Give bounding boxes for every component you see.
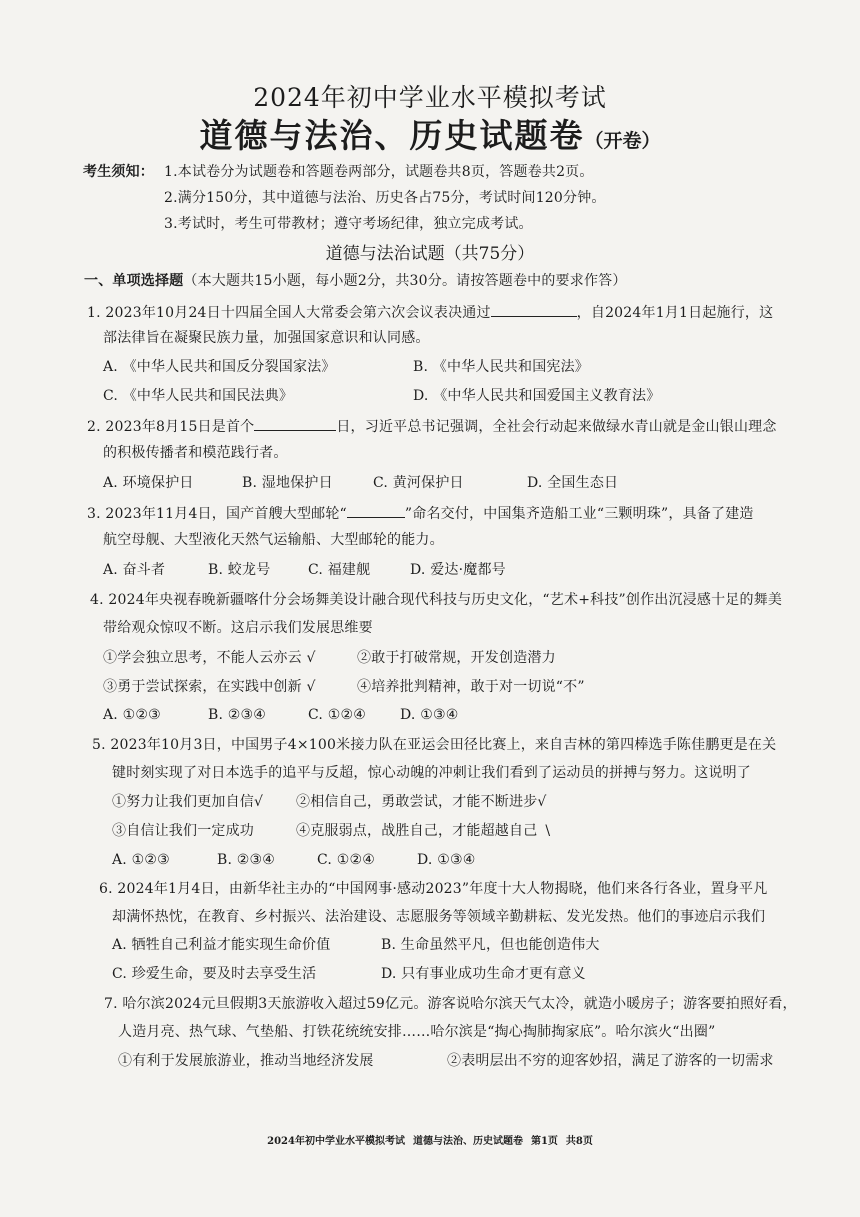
question-7-stem: 7. 哈尔滨2024元旦假期3天旅游收入超过59亿元。游客说哈尔滨天气太冷，就造小暖房子；游客要拍照好看，	[104, 996, 797, 1012]
q6-option-a: A. 牺牲自己利益才能实现生命价值	[112, 937, 331, 953]
q3-stem-part: 3. 2023年11月4日，国产首艘大型邮轮“	[87, 506, 347, 522]
question-1-stem	[87, 302, 773, 322]
handwritten-check-mark: √	[306, 650, 316, 666]
answer-blank	[347, 503, 405, 518]
q4-option-a: A. ①②③	[103, 707, 161, 723]
q2-option-d: D. 全国生态日	[527, 475, 619, 491]
q3-option-c: C. 福建舰	[308, 562, 371, 578]
question-2-stem	[87, 416, 777, 436]
handwritten-mark: \	[545, 823, 551, 839]
paper-title	[0, 116, 860, 161]
footer-paper: 道德与法治、历史试题卷	[412, 1136, 523, 1147]
q1-option-c: C. 《中华人民共和国民法典》	[103, 388, 294, 404]
part-instructions: （本大题共15小题，每小题2分，共30分。请按答题卷中的要求作答）	[183, 273, 627, 289]
q1-option-b: B. 《中华人民共和国宪法》	[413, 359, 589, 375]
q4-statement-2: ②敢于打破常规，开发创造潜力	[357, 650, 556, 666]
q1-stem-part: ，自2024年1月1日起施行，这	[576, 305, 774, 321]
q4-statement-1-text: ①学会独立思考，不能人云亦云	[103, 650, 302, 666]
answer-blank	[491, 302, 577, 317]
handwritten-check-mark: √	[254, 794, 264, 810]
q5-statement-4-text: ④克服弱点，战胜自己，才能超越自己	[296, 823, 538, 839]
question-6-stem-cont: 却满怀热忱，在教育、乡村振兴、法治建设、志愿服务等领域辛勤耕耘、发光发热。他们的事迹启示我们	[112, 909, 766, 925]
q5-statement-3: ③自信让我们一定成功	[112, 823, 254, 839]
question-5-stem-cont: 键时刻实现了对日本选手的追平与反超，惊心动魄的冲刺让我们看到了运动员的拼搏与努力。这说明了	[112, 765, 751, 781]
notice-item: 2.满分150分，其中道德与法治、历史各占75分，考试时间120分钟。	[164, 190, 606, 206]
q6-option-c: C. 珍爱生命，要及时去享受生活	[112, 966, 317, 982]
q7-statement-1: ①有利于发展旅游业，推动当地经济发展	[118, 1053, 374, 1069]
q4-option-d: D. ①③④	[400, 707, 459, 723]
question-7-stem-cont: 人造月亮、热气球、气垫船、打铁花统统安排……哈尔滨是“掏心掏肺掏家底”。哈尔滨火“出圈”	[118, 1024, 716, 1040]
q4-statement-4: ④培养批判精神，敢于对一切说“不”	[357, 679, 585, 695]
q4-statement-3	[103, 678, 316, 696]
notice-label: 考生须知：	[83, 164, 154, 180]
q5-statement-2	[296, 793, 547, 811]
q4-option-c: C. ①②④	[308, 707, 366, 723]
exam-title: 2024年初中学业水平模拟考试	[253, 83, 607, 112]
q5-statement-1	[112, 793, 263, 811]
q5-statement-2-text: ②相信自己，勇敢尝试，才能不断进步	[296, 794, 538, 810]
handwritten-check-mark: √	[306, 679, 316, 695]
page-footer	[0, 1136, 860, 1148]
q4-statement-1	[103, 649, 316, 667]
q7-statement-2: ②表明层出不穷的迎客妙招，满足了游客的一切需求	[447, 1053, 774, 1069]
q5-option-b: B. ②③④	[217, 852, 276, 868]
q2-option-c: C. 黄河保护日	[373, 475, 464, 491]
q5-statement-4	[296, 822, 550, 840]
q6-option-d: D. 只有事业成功生命才更有意义	[381, 966, 586, 982]
question-2-stem-cont: 的积极传播者和模范践行者。	[103, 445, 288, 461]
q3-option-d: D. 爱达·魔都号	[410, 562, 506, 578]
section-title: 道德与法治试题（共75分）	[325, 244, 535, 264]
q3-option-a: A. 奋斗者	[103, 562, 166, 578]
q3-stem-part: ”命名交付，中国集齐造船工业“三颗明珠”，具备了建造	[404, 506, 754, 522]
q1-stem-part: 1. 2023年10月24日十四届全国人大常委会第六次会议表决通过	[87, 305, 491, 321]
question-4-stem: 4. 2024年央视春晚新疆喀什分会场舞美设计融合现代科技与历史文化，“艺术+科技”创作出沉浸感十足的舞美	[90, 592, 783, 608]
handwritten-check-mark: √	[537, 794, 547, 810]
q6-option-b: B. 生命虽然平凡，但也能创造伟大	[381, 937, 600, 953]
part-heading	[84, 272, 627, 290]
question-5-stem: 5. 2023年10月3日，中国男子4×100米接力队在亚运会田径比赛上，来自吉林的第四棒选手陈佳鹏更是在关	[92, 737, 777, 753]
q5-option-d: D. ①③④	[417, 852, 476, 868]
q5-statement-1-text: ①努力让我们更加自信	[112, 794, 254, 810]
q5-option-c: C. ①②④	[317, 852, 375, 868]
footer-page-number: 第1页	[530, 1136, 558, 1147]
part-heading-label: 一、单项选择题	[84, 273, 184, 289]
notice-item: 1.本试卷分为试题卷和答题卷两部分，试题卷共8页，答题卷共2页。	[164, 164, 594, 180]
q1-option-d: D. 《中华人民共和国爱国主义教育法》	[413, 388, 661, 404]
notice-item: 3.考试时，考生可带教材；遵守考场纪律，独立完成考试。	[164, 216, 533, 232]
paper-title-text: 道德与法治、历史试题卷	[199, 116, 585, 155]
question-6-stem: 6. 2024年1月4日，由新华社主办的“中国网事·感动2023”年度十大人物揭晓，他们来各行各业，置身平凡	[99, 881, 768, 897]
q2-stem-part: 2. 2023年8月15日是首个	[87, 419, 255, 435]
q4-statement-3-text: ③勇于尝试探索，在实践中创新	[103, 679, 302, 695]
question-3-stem	[87, 503, 754, 523]
q4-option-b: B. ②③④	[208, 707, 267, 723]
question-4-stem-cont: 带给观众惊叹不断。这启示我们发展思维要	[103, 620, 373, 636]
q2-option-b: B. 湿地保护日	[242, 475, 333, 491]
question-3-stem-cont: 航空母舰、大型液化天然气运输船、大型邮轮的能力。	[103, 532, 444, 548]
q5-option-a: A. ①②③	[112, 852, 170, 868]
q2-option-a: A. 环境保护日	[103, 475, 194, 491]
answer-blank	[254, 416, 336, 431]
footer-exam: 2024年初中学业水平模拟考试	[267, 1136, 405, 1147]
q2-stem-part: 日，习近平总书记强调，全社会行动起来做绿水青山就是金山银山理念	[336, 419, 777, 435]
q3-option-b: B. 蛟龙号	[208, 562, 271, 578]
q1-option-a: A. 《中华人民共和国反分裂国家法》	[103, 359, 336, 375]
paper-title-suffix: （开卷）	[584, 130, 661, 152]
footer-page-total: 共8页	[565, 1136, 593, 1147]
question-1-stem-cont: 部法律旨在凝聚民族力量，加强国家意识和认同感。	[103, 330, 430, 346]
